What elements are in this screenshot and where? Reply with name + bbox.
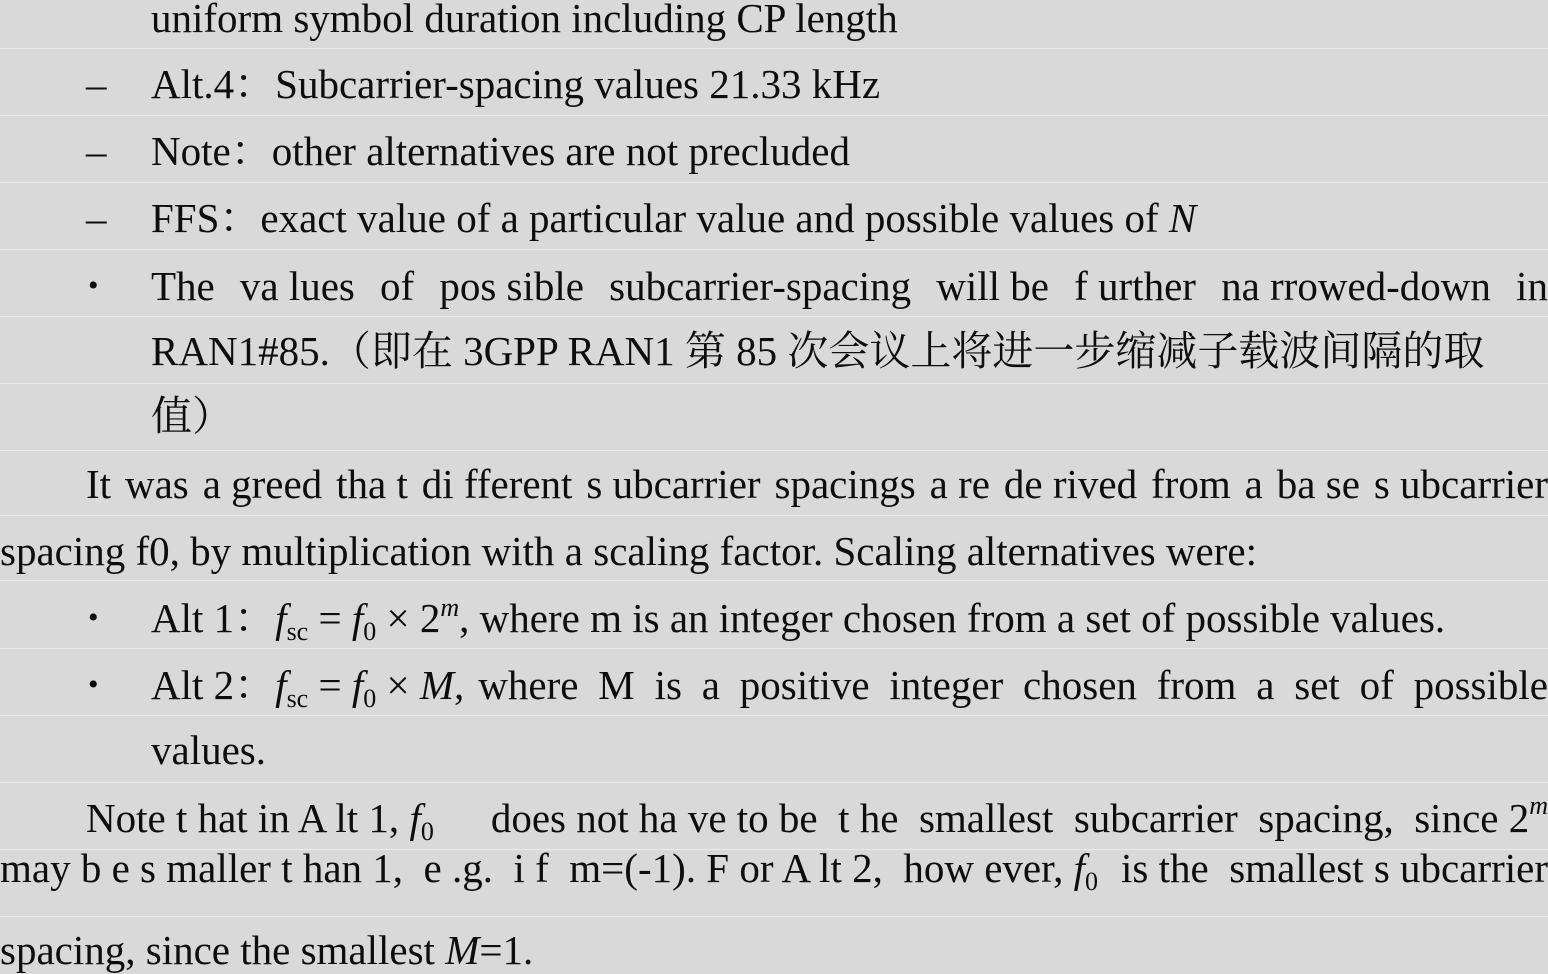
paragraph-line: [0, 845, 1548, 896]
paragraph-line: [0, 791, 1548, 846]
word: f urther: [1074, 263, 1196, 309]
continuation-text: uniform symbol duration including CP length: [151, 0, 898, 41]
subscript-sc: sc: [286, 617, 309, 646]
justified-line: [86, 791, 1548, 846]
word: in: [1516, 263, 1548, 309]
word: ,: [454, 662, 465, 708]
continuation-text: values.: [151, 727, 266, 773]
word: s ubcarrier: [1373, 461, 1548, 507]
times-sign: ×: [386, 595, 410, 641]
symbol-M: M: [445, 927, 480, 973]
list-item-alt4: [0, 61, 1548, 107]
subscript-0: 0: [363, 684, 377, 713]
symbol-f: f: [409, 795, 421, 841]
symbol-f: f: [275, 662, 287, 708]
text-line: [0, 0, 1548, 41]
dash-marker: –: [86, 195, 107, 241]
word: chosen: [1023, 662, 1137, 708]
word: M: [598, 662, 635, 708]
text-line: [0, 393, 1548, 439]
word: was: [124, 461, 189, 507]
text-line: [0, 328, 1548, 374]
row-divider: [0, 450, 1548, 451]
continuation-text: 值）: [151, 393, 233, 439]
word: of: [1359, 662, 1394, 708]
exponent-m: m: [440, 593, 460, 622]
paragraph-text: spacing f0, by multiplication with a scaling factor. Scaling alternatives were:: [0, 528, 1257, 574]
text-run: spacing, since the smallest: [0, 927, 435, 973]
bullet-marker: •: [88, 601, 99, 634]
item-label: Alt 1：: [151, 595, 276, 641]
word: from: [1156, 662, 1237, 708]
variable-n: N: [1168, 195, 1197, 241]
row-divider: [0, 580, 1548, 581]
subscript-0: 0: [1085, 867, 1099, 896]
word: a: [701, 662, 720, 708]
symbol-f: f: [351, 662, 364, 708]
item-label: Note：: [151, 128, 272, 174]
subscript-sc: sc: [286, 684, 309, 713]
formula-line: [151, 593, 1446, 646]
text-line: [0, 727, 1548, 773]
word: positive: [739, 662, 870, 708]
subscript-0: 0: [420, 817, 434, 846]
word: pos sible: [439, 263, 584, 309]
row-divider: [0, 48, 1548, 49]
justified-line: [86, 461, 1548, 507]
text-run: may b e s maller t han 1, e .g. i f m=(-1). F or A lt 2, how ever,: [0, 845, 1064, 891]
word: a: [1256, 662, 1275, 708]
justified-tail: [478, 662, 1548, 708]
item-label: Alt.4：: [151, 61, 276, 107]
text-run: Note t hat in A lt 1,: [86, 795, 400, 841]
word: integer: [889, 662, 1004, 708]
word: spacings: [774, 461, 916, 507]
item-text: , where m is an integer chosen from a set of possible values.: [459, 595, 1446, 641]
text-fragment: [0, 845, 1099, 896]
word: where: [478, 662, 579, 708]
text-fragment: [490, 791, 1548, 841]
row-divider: [0, 916, 1548, 917]
bullet-item-alt2: [0, 662, 1548, 713]
word: di fferent: [421, 461, 573, 507]
word: possible: [1413, 662, 1548, 708]
text-fragment: [0, 927, 533, 973]
symbol-f: f: [351, 595, 364, 641]
base-two: 2: [419, 595, 441, 641]
word: s ubcarrier: [586, 461, 761, 507]
paragraph-line: [0, 927, 1548, 973]
row-divider: [0, 316, 1548, 317]
word: va lues: [239, 263, 355, 309]
word: a greed: [202, 461, 323, 507]
subscript-0: 0: [363, 617, 377, 646]
bullet-item-values: [0, 263, 1548, 309]
word: from: [1151, 461, 1231, 507]
row-divider: [0, 648, 1548, 649]
text-run: does not ha ve to be t he smallest subcarrier spacing, since 2: [490, 795, 1530, 841]
bullet-marker: •: [88, 668, 99, 701]
word: of: [380, 263, 415, 309]
row-divider: [0, 115, 1548, 116]
row-divider: [0, 249, 1548, 250]
symbol-M: M: [419, 662, 455, 708]
row-divider: [0, 715, 1548, 716]
list-item-ffs: [0, 195, 1548, 241]
equals-sign: =: [318, 662, 342, 708]
list-item-text: [151, 195, 1196, 241]
justified-line: [0, 845, 1548, 896]
row-divider: [0, 782, 1548, 783]
paragraph-line: [0, 528, 1548, 574]
item-text: other alternatives are not precluded: [271, 128, 850, 174]
word: ba se: [1276, 461, 1360, 507]
item-text: Subcarrier-spacing values 21.33 kHz: [275, 61, 881, 107]
text-fragment: [86, 795, 434, 846]
symbol-f: f: [275, 595, 287, 641]
text-run: =1.: [479, 927, 534, 973]
list-item-text: [151, 128, 850, 174]
continuation-text: RAN1#85.（即在 3GPP RAN1 第 85 次会议上将进一步缩减子载波间隔的取: [151, 328, 1485, 374]
text-run: is the smallest s ubcarrier: [1121, 845, 1548, 891]
symbol-f: f: [1073, 845, 1086, 891]
bullet-item-alt1: [0, 593, 1548, 646]
word: is: [654, 662, 682, 708]
equals-sign: =: [318, 595, 342, 641]
justified-line: [151, 263, 1548, 309]
word: The: [151, 263, 215, 309]
word: a: [1244, 461, 1263, 507]
bullet-marker: •: [88, 269, 99, 302]
word: na rrowed-down: [1221, 263, 1491, 309]
dash-marker: –: [86, 61, 107, 107]
dash-marker: –: [86, 128, 107, 174]
word: subcarrier-spacing: [609, 263, 912, 309]
row-divider: [0, 182, 1548, 183]
item-label: FFS：: [151, 195, 261, 241]
word: tha t: [336, 461, 408, 507]
word: de rived: [1003, 461, 1138, 507]
formula: [151, 662, 465, 713]
word: a re: [929, 461, 990, 507]
formula-line: [151, 662, 1548, 713]
word: It: [86, 461, 112, 507]
word: set: [1294, 662, 1340, 708]
list-item-text: [151, 61, 880, 107]
list-item-note: [0, 128, 1548, 174]
item-label: Alt 2：: [151, 662, 276, 708]
item-text: exact value of a particular value and possible values of: [260, 195, 1159, 241]
times-sign: ×: [386, 662, 410, 708]
word: will be: [936, 263, 1049, 309]
row-divider: [0, 515, 1548, 516]
row-divider: [0, 383, 1548, 384]
exponent-m: m: [1529, 791, 1548, 820]
paragraph-line: [0, 461, 1548, 507]
